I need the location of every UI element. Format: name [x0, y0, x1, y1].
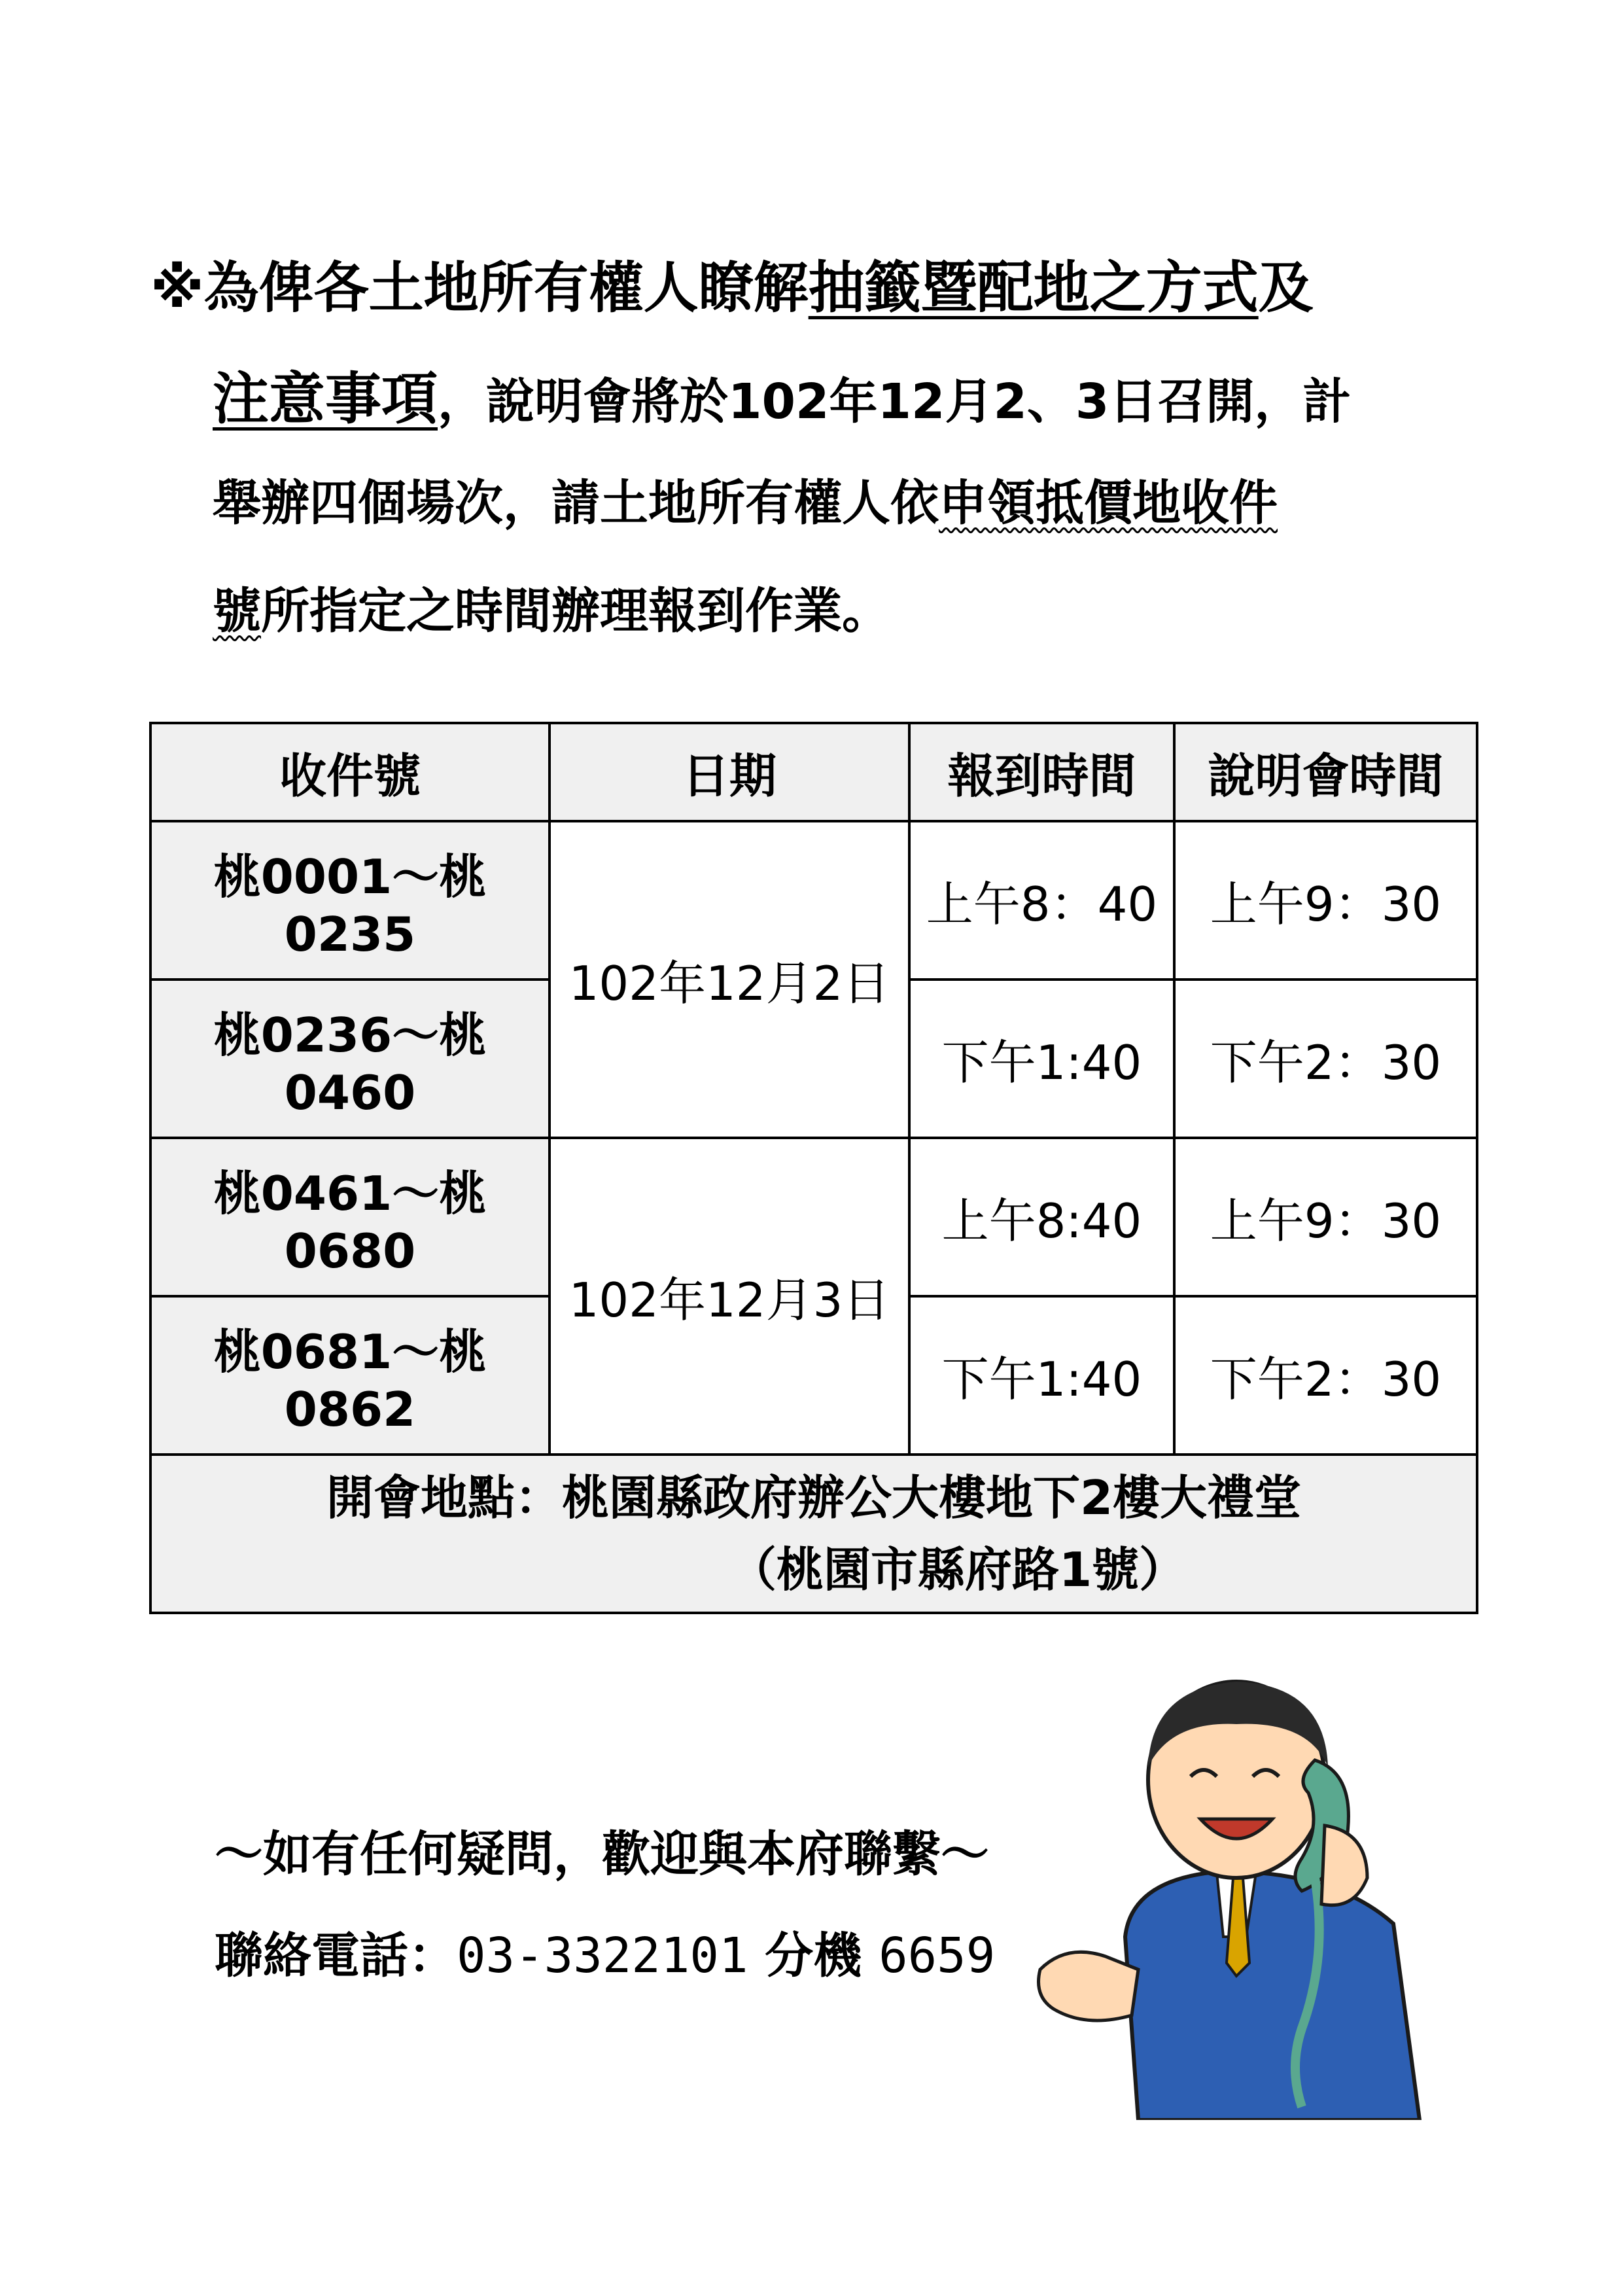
place-row	[150, 1455, 1477, 1613]
intro-emphasis-lottery: 抽籤暨配地之方式	[808, 255, 1259, 321]
header-checkin-time: 報到時間	[909, 723, 1174, 821]
date-cell: 102年12月3日	[550, 1138, 909, 1455]
header-receipt-no: 收件號	[150, 723, 550, 821]
phone-number: 03-3322101	[457, 1928, 748, 1984]
session-time: 上午9：30	[1174, 821, 1477, 980]
receipt-range: 桃0001～桃0235	[150, 821, 550, 980]
schedule-table	[149, 722, 1478, 1614]
intro-line4-wavy: 號	[213, 583, 261, 639]
session-time: 下午2：30	[1174, 1296, 1477, 1455]
hand-icon	[1039, 1952, 1139, 2021]
receipt-range: 桃0236～桃0460	[150, 980, 550, 1138]
suit-icon	[1125, 1871, 1420, 2120]
checkin-time: 下午1:40	[909, 1296, 1174, 1455]
table-row	[150, 1138, 1477, 1296]
intro-line3-prefix: 舉辦四個場次，請土地所有權人依	[213, 475, 939, 531]
checkin-time: 上午8:40	[909, 1138, 1174, 1296]
intro-line4-rest: 所指定之時間辦理報到作業。	[261, 583, 890, 639]
intro-line-2	[213, 353, 1351, 434]
table-header-row	[150, 723, 1477, 821]
date-cell: 102年12月2日	[550, 821, 909, 1138]
contact-phone	[215, 1917, 995, 1987]
inquiry-text: ～如有任何疑問，歡迎與本府聯繫～	[215, 1826, 989, 1882]
meeting-place	[150, 1455, 1477, 1613]
intro-line1-prefix: ※為俾各土地所有權人瞭解	[150, 256, 809, 320]
checkin-time: 下午1:40	[909, 980, 1174, 1138]
intro-emphasis-notes: 注意事項	[213, 366, 438, 432]
session-time: 上午9：30	[1174, 1138, 1477, 1296]
header-date: 日期	[550, 723, 909, 821]
intro-line1-suffix: 及	[1258, 256, 1314, 320]
checkin-time: 上午8：40	[909, 821, 1174, 980]
meeting-place-address: （桃園市縣府路1號）	[729, 1542, 1187, 1597]
intro-line2-rest: ，說明會將於102年12月2、3日召開，計	[438, 374, 1352, 430]
intro-line-4	[213, 573, 890, 642]
session-time: 下午2：30	[1174, 980, 1477, 1138]
intro-line-3	[213, 465, 1278, 534]
receipt-range: 桃0681～桃0862	[150, 1296, 550, 1455]
intro-line3-wavy: 申領抵價地收件	[939, 475, 1278, 531]
header-session-time: 說明會時間	[1174, 723, 1477, 821]
extension-number: 6659	[879, 1928, 996, 1984]
table-row	[150, 821, 1477, 980]
receipt-range: 桃0461～桃0680	[150, 1138, 550, 1296]
extension-label: 分機	[765, 1928, 862, 1984]
meeting-place-line1: 開會地點：桃園縣政府辦公大樓地下2樓大禮堂	[326, 1470, 1302, 1525]
man-on-phone-illustration	[1027, 1662, 1446, 2120]
intro-line-1	[150, 242, 1314, 323]
phone-label: 聯絡電話：	[215, 1928, 457, 1984]
